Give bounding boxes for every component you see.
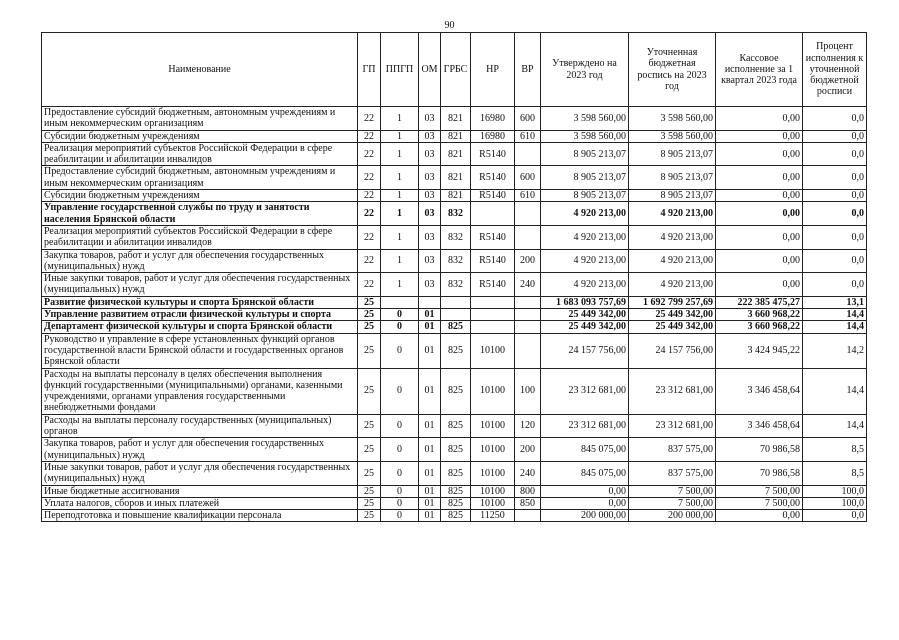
cell-np: R5140 — [471, 166, 515, 190]
cell-approved: 0,00 — [541, 485, 629, 497]
cell-cash: 7 500,00 — [716, 485, 803, 497]
cell-gp: 25 — [358, 497, 381, 509]
table-row — [42, 497, 867, 509]
table-row — [42, 438, 867, 462]
cell-gp: 22 — [358, 130, 381, 142]
cell-om: 01 — [419, 461, 441, 485]
cell-om: 01 — [419, 485, 441, 497]
cell-np: R5140 — [471, 249, 515, 273]
cell-np: 16980 — [471, 107, 515, 131]
cell-np: 16980 — [471, 130, 515, 142]
cell-om: 03 — [419, 107, 441, 131]
cell-approved: 0,00 — [541, 497, 629, 509]
cell-name: Реализация мероприятий субъектов Российской Федерации в сфере реабилитации и абилитации инвалидов — [42, 142, 358, 166]
cell-ppgp: 0 — [381, 438, 419, 462]
cell-percent: 0,0 — [803, 190, 867, 202]
cell-refined: 4 920 213,00 — [629, 249, 716, 273]
header-row — [42, 33, 867, 107]
cell-approved: 1 683 093 757,69 — [541, 296, 629, 308]
cell-approved: 23 312 681,00 — [541, 414, 629, 438]
cell-name: Закупка товаров, работ и услуг для обеспечения государственных (муниципальных) нужд — [42, 438, 358, 462]
cell-name: Руководство и управление в сфере установленных функций органов государственной власти Брянской области и государственных органов Брянской области — [42, 333, 358, 368]
cell-refined: 3 598 560,00 — [629, 130, 716, 142]
cell-vr — [515, 309, 541, 321]
cell-name: Субсидии бюджетным учреждениям — [42, 190, 358, 202]
cell-refined: 7 500,00 — [629, 497, 716, 509]
cell-grbs: 825 — [441, 321, 471, 333]
cell-ppgp: 0 — [381, 368, 419, 414]
cell-approved: 200 000,00 — [541, 510, 629, 522]
cell-ppgp: 1 — [381, 166, 419, 190]
cell-name: Управление развитием отрасли физической культуры и спорта — [42, 309, 358, 321]
cell-om: 03 — [419, 166, 441, 190]
cell-om: 03 — [419, 202, 441, 226]
cell-om: 03 — [419, 190, 441, 202]
cell-om: 01 — [419, 438, 441, 462]
cell-vr: 850 — [515, 497, 541, 509]
header-refined: Уточненная бюджетная роспись на 2023 год — [629, 33, 716, 107]
table-row — [42, 321, 867, 333]
cell-vr: 120 — [515, 414, 541, 438]
cell-vr: 100 — [515, 368, 541, 414]
cell-cash: 70 986,58 — [716, 438, 803, 462]
cell-refined: 4 920 213,00 — [629, 225, 716, 249]
cell-np: R5140 — [471, 225, 515, 249]
cell-cash: 3 346 458,64 — [716, 414, 803, 438]
cell-vr — [515, 510, 541, 522]
cell-ppgp: 1 — [381, 107, 419, 131]
cell-om: 01 — [419, 321, 441, 333]
cell-np: 10100 — [471, 485, 515, 497]
cell-approved: 4 920 213,00 — [541, 225, 629, 249]
cell-approved: 845 075,00 — [541, 438, 629, 462]
cell-np: 10100 — [471, 461, 515, 485]
cell-grbs: 825 — [441, 368, 471, 414]
cell-percent: 8,5 — [803, 438, 867, 462]
cell-cash: 0,00 — [716, 510, 803, 522]
cell-grbs: 821 — [441, 166, 471, 190]
cell-gp: 25 — [358, 296, 381, 308]
cell-ppgp: 1 — [381, 142, 419, 166]
cell-vr: 600 — [515, 107, 541, 131]
cell-cash: 7 500,00 — [716, 497, 803, 509]
cell-ppgp: 0 — [381, 485, 419, 497]
cell-percent: 14,2 — [803, 333, 867, 368]
cell-gp: 25 — [358, 438, 381, 462]
header-percent: Процент исполнения к уточненной бюджетной росписи — [803, 33, 867, 107]
header-gp: ГП — [358, 33, 381, 107]
cell-grbs: 832 — [441, 273, 471, 297]
cell-grbs: 832 — [441, 202, 471, 226]
cell-name: Иные закупки товаров, работ и услуг для обеспечения государственных (муниципальных) нужд — [42, 273, 358, 297]
cell-grbs: 825 — [441, 414, 471, 438]
cell-percent: 0,0 — [803, 273, 867, 297]
cell-cash: 3 660 968,22 — [716, 309, 803, 321]
cell-grbs: 821 — [441, 107, 471, 131]
cell-percent: 13,1 — [803, 296, 867, 308]
cell-cash: 0,00 — [716, 249, 803, 273]
cell-approved: 23 312 681,00 — [541, 368, 629, 414]
cell-ppgp: 0 — [381, 333, 419, 368]
cell-gp: 25 — [358, 510, 381, 522]
table-row — [42, 202, 867, 226]
cell-gp: 25 — [358, 309, 381, 321]
cell-name: Департамент физической культуры и спорта Брянской области — [42, 321, 358, 333]
cell-vr — [515, 333, 541, 368]
cell-gp: 22 — [358, 107, 381, 131]
cell-refined: 3 598 560,00 — [629, 107, 716, 131]
cell-vr — [515, 225, 541, 249]
cell-grbs: 832 — [441, 225, 471, 249]
cell-percent: 100,0 — [803, 485, 867, 497]
cell-gp: 25 — [358, 414, 381, 438]
cell-ppgp: 0 — [381, 461, 419, 485]
table-row — [42, 333, 867, 368]
cell-ppgp: 0 — [381, 414, 419, 438]
cell-name: Реализация мероприятий субъектов Российской Федерации в сфере реабилитации и абилитации инвалидов — [42, 225, 358, 249]
header-om: ОМ — [419, 33, 441, 107]
cell-np — [471, 296, 515, 308]
header-cash: Кассовое исполнение за 1 квартал 2023 года — [716, 33, 803, 107]
cell-cash: 0,00 — [716, 202, 803, 226]
cell-cash: 0,00 — [716, 107, 803, 131]
cell-refined: 23 312 681,00 — [629, 368, 716, 414]
cell-cash: 0,00 — [716, 190, 803, 202]
cell-refined: 8 905 213,07 — [629, 142, 716, 166]
cell-percent: 8,5 — [803, 461, 867, 485]
cell-gp: 22 — [358, 166, 381, 190]
cell-name: Иные закупки товаров, работ и услуг для обеспечения государственных (муниципальных) нужд — [42, 461, 358, 485]
cell-om: 01 — [419, 414, 441, 438]
header-ppgp: ППГП — [381, 33, 419, 107]
table-row — [42, 273, 867, 297]
cell-percent: 0,0 — [803, 225, 867, 249]
cell-ppgp: 1 — [381, 249, 419, 273]
cell-ppgp: 1 — [381, 202, 419, 226]
cell-percent: 0,0 — [803, 130, 867, 142]
cell-np — [471, 202, 515, 226]
cell-percent: 0,0 — [803, 142, 867, 166]
cell-approved: 25 449 342,00 — [541, 309, 629, 321]
cell-percent: 100,0 — [803, 497, 867, 509]
cell-percent: 14,4 — [803, 321, 867, 333]
table-row — [42, 107, 867, 131]
cell-vr — [515, 142, 541, 166]
cell-refined: 8 905 213,07 — [629, 166, 716, 190]
table-row — [42, 414, 867, 438]
cell-om: 03 — [419, 273, 441, 297]
cell-gp: 22 — [358, 225, 381, 249]
cell-grbs: 832 — [441, 249, 471, 273]
cell-ppgp: 0 — [381, 510, 419, 522]
cell-refined: 25 449 342,00 — [629, 309, 716, 321]
cell-vr — [515, 321, 541, 333]
cell-om — [419, 296, 441, 308]
cell-grbs: 825 — [441, 438, 471, 462]
cell-gp: 22 — [358, 142, 381, 166]
cell-vr: 600 — [515, 166, 541, 190]
cell-name: Закупка товаров, работ и услуг для обеспечения государственных (муниципальных) нужд — [42, 249, 358, 273]
cell-cash: 222 385 475,27 — [716, 296, 803, 308]
cell-cash: 0,00 — [716, 225, 803, 249]
cell-np: 10100 — [471, 438, 515, 462]
cell-percent: 14,4 — [803, 368, 867, 414]
cell-approved: 8 905 213,07 — [541, 190, 629, 202]
cell-vr — [515, 202, 541, 226]
cell-gp: 22 — [358, 190, 381, 202]
cell-om: 03 — [419, 130, 441, 142]
cell-ppgp: 0 — [381, 497, 419, 509]
cell-cash: 3 346 458,64 — [716, 368, 803, 414]
cell-percent: 14,4 — [803, 309, 867, 321]
cell-refined: 7 500,00 — [629, 485, 716, 497]
cell-refined: 1 692 799 257,69 — [629, 296, 716, 308]
cell-grbs: 821 — [441, 142, 471, 166]
cell-np: R5140 — [471, 190, 515, 202]
table-row — [42, 142, 867, 166]
cell-approved: 845 075,00 — [541, 461, 629, 485]
cell-gp: 22 — [358, 249, 381, 273]
table-row — [42, 296, 867, 308]
cell-vr: 610 — [515, 130, 541, 142]
cell-name: Расходы на выплаты персоналу в целях обеспечения выполнения функций государственными (муниципальными) органами, казенными учреждениями, органами управления государственными внебюджетными фондами — [42, 368, 358, 414]
cell-name: Развитие физической культуры и спорта Брянской области — [42, 296, 358, 308]
header-grbs: ГРБС — [441, 33, 471, 107]
cell-grbs: 825 — [441, 510, 471, 522]
cell-ppgp: 1 — [381, 273, 419, 297]
cell-om: 03 — [419, 142, 441, 166]
cell-approved: 8 905 213,07 — [541, 142, 629, 166]
cell-refined: 23 312 681,00 — [629, 414, 716, 438]
cell-om: 01 — [419, 333, 441, 368]
cell-name: Предоставление субсидий бюджетным, автономным учреждениям и иным некоммерческим организациям — [42, 107, 358, 131]
cell-cash: 3 660 968,22 — [716, 321, 803, 333]
cell-approved: 4 920 213,00 — [541, 273, 629, 297]
table-row — [42, 461, 867, 485]
cell-refined: 24 157 756,00 — [629, 333, 716, 368]
cell-np: 11250 — [471, 510, 515, 522]
cell-np: 10100 — [471, 333, 515, 368]
cell-gp: 25 — [358, 333, 381, 368]
cell-grbs: 825 — [441, 497, 471, 509]
table-row — [42, 249, 867, 273]
cell-percent: 14,4 — [803, 414, 867, 438]
table-row — [42, 309, 867, 321]
cell-ppgp — [381, 296, 419, 308]
cell-grbs — [441, 309, 471, 321]
cell-cash: 3 424 945,22 — [716, 333, 803, 368]
cell-approved: 4 920 213,00 — [541, 202, 629, 226]
cell-name: Расходы на выплаты персоналу государственных (муниципальных) органов — [42, 414, 358, 438]
cell-gp: 25 — [358, 461, 381, 485]
table-row — [42, 190, 867, 202]
cell-gp: 22 — [358, 273, 381, 297]
cell-vr: 800 — [515, 485, 541, 497]
cell-approved: 3 598 560,00 — [541, 130, 629, 142]
header-approved: Утверждено на 2023 год — [541, 33, 629, 107]
header-vr: ВР — [515, 33, 541, 107]
cell-vr: 610 — [515, 190, 541, 202]
cell-cash: 0,00 — [716, 130, 803, 142]
cell-percent: 0,0 — [803, 249, 867, 273]
cell-grbs: 821 — [441, 130, 471, 142]
cell-refined: 4 920 213,00 — [629, 202, 716, 226]
table-row — [42, 130, 867, 142]
table-row — [42, 485, 867, 497]
cell-approved: 4 920 213,00 — [541, 249, 629, 273]
cell-gp: 25 — [358, 321, 381, 333]
cell-cash: 0,00 — [716, 142, 803, 166]
cell-cash: 0,00 — [716, 166, 803, 190]
cell-percent: 0,0 — [803, 107, 867, 131]
cell-np — [471, 309, 515, 321]
cell-np: R5140 — [471, 142, 515, 166]
cell-np: 10100 — [471, 368, 515, 414]
cell-approved: 25 449 342,00 — [541, 321, 629, 333]
cell-percent: 0,0 — [803, 202, 867, 226]
cell-om: 01 — [419, 510, 441, 522]
cell-om: 03 — [419, 249, 441, 273]
budget-table — [41, 32, 867, 522]
cell-gp: 25 — [358, 368, 381, 414]
cell-grbs: 821 — [441, 190, 471, 202]
cell-vr — [515, 296, 541, 308]
cell-np: 10100 — [471, 414, 515, 438]
cell-refined: 25 449 342,00 — [629, 321, 716, 333]
cell-approved: 8 905 213,07 — [541, 166, 629, 190]
cell-ppgp: 1 — [381, 225, 419, 249]
cell-ppgp: 0 — [381, 309, 419, 321]
cell-np: 10100 — [471, 497, 515, 509]
cell-vr: 240 — [515, 461, 541, 485]
cell-om: 01 — [419, 309, 441, 321]
cell-grbs: 825 — [441, 333, 471, 368]
cell-refined: 200 000,00 — [629, 510, 716, 522]
cell-cash: 0,00 — [716, 273, 803, 297]
cell-ppgp: 1 — [381, 190, 419, 202]
table-row — [42, 368, 867, 414]
cell-name: Субсидии бюджетным учреждениям — [42, 130, 358, 142]
cell-refined: 8 905 213,07 — [629, 190, 716, 202]
cell-np — [471, 321, 515, 333]
header-np: НР — [471, 33, 515, 107]
cell-gp: 25 — [358, 485, 381, 497]
cell-name: Предоставление субсидий бюджетным, автономным учреждениям и иным некоммерческим организациям — [42, 166, 358, 190]
table-row — [42, 225, 867, 249]
cell-percent: 0,0 — [803, 510, 867, 522]
cell-vr: 200 — [515, 438, 541, 462]
cell-name: Переподготовка и повышение квалификации персонала — [42, 510, 358, 522]
cell-om: 01 — [419, 497, 441, 509]
cell-gp: 22 — [358, 202, 381, 226]
cell-percent: 0,0 — [803, 166, 867, 190]
cell-grbs — [441, 296, 471, 308]
cell-om: 03 — [419, 225, 441, 249]
cell-np: R5140 — [471, 273, 515, 297]
cell-name: Управление государственной службы по труду и занятости населения Брянской области — [42, 202, 358, 226]
cell-refined: 837 575,00 — [629, 461, 716, 485]
cell-ppgp: 1 — [381, 130, 419, 142]
cell-approved: 24 157 756,00 — [541, 333, 629, 368]
cell-refined: 837 575,00 — [629, 438, 716, 462]
cell-refined: 4 920 213,00 — [629, 273, 716, 297]
cell-approved: 3 598 560,00 — [541, 107, 629, 131]
cell-name: Уплата налогов, сборов и иных платежей — [42, 497, 358, 509]
cell-grbs: 825 — [441, 461, 471, 485]
cell-name: Иные бюджетные ассигнования — [42, 485, 358, 497]
page-number: 90 — [444, 20, 455, 31]
table-body — [42, 107, 867, 522]
cell-vr: 240 — [515, 273, 541, 297]
table-row — [42, 166, 867, 190]
cell-vr: 200 — [515, 249, 541, 273]
cell-cash: 70 986,58 — [716, 461, 803, 485]
cell-ppgp: 0 — [381, 321, 419, 333]
cell-grbs: 825 — [441, 485, 471, 497]
table-row — [42, 510, 867, 522]
cell-om: 01 — [419, 368, 441, 414]
header-name: Наименование — [42, 33, 358, 107]
